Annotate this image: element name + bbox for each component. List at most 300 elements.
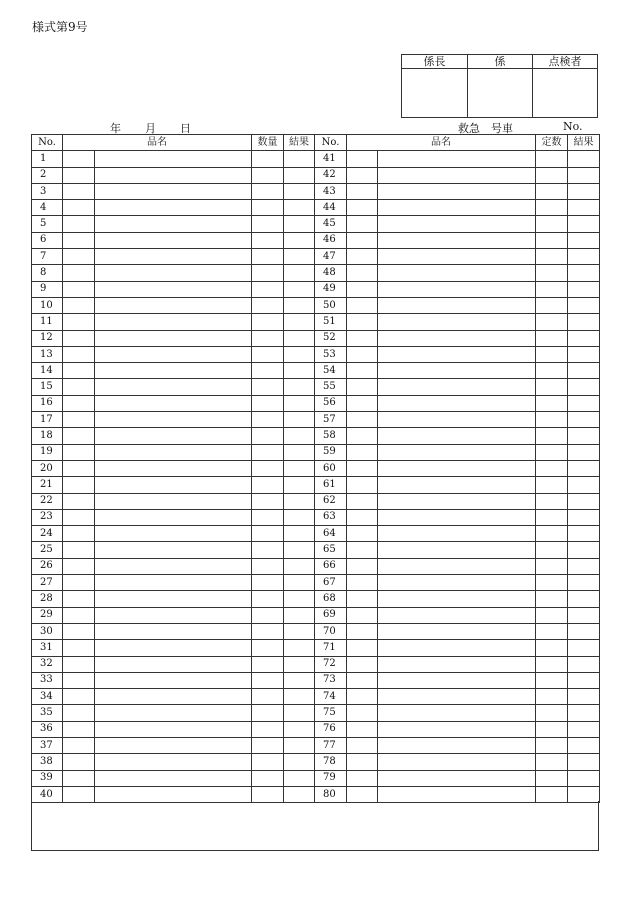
left-code-cell[interactable]	[63, 705, 95, 721]
right-code-cell[interactable]	[347, 444, 378, 460]
right-code-cell[interactable]	[347, 672, 378, 688]
right-code-cell[interactable]	[347, 412, 378, 428]
left-code-cell[interactable]	[63, 297, 95, 313]
left-code-cell[interactable]	[63, 183, 95, 199]
left-item-name-cell[interactable]	[95, 395, 252, 411]
right-code-cell[interactable]	[347, 754, 378, 770]
left-item-name-cell[interactable]	[95, 346, 252, 362]
right-qty-cell[interactable]	[536, 151, 568, 167]
left-result-cell[interactable]	[284, 721, 315, 737]
left-code-cell[interactable]	[63, 363, 95, 379]
right-qty-cell[interactable]	[536, 183, 568, 199]
right-result-cell[interactable]	[568, 216, 600, 232]
right-result-cell[interactable]	[568, 607, 600, 623]
left-code-cell[interactable]	[63, 770, 95, 786]
right-item-name-cell[interactable]	[378, 281, 536, 297]
right-qty-cell[interactable]	[536, 314, 568, 330]
right-item-name-cell[interactable]	[378, 265, 536, 281]
right-code-cell[interactable]	[347, 623, 378, 639]
right-code-cell[interactable]	[347, 379, 378, 395]
left-qty-cell[interactable]	[252, 281, 284, 297]
left-qty-cell[interactable]	[252, 297, 284, 313]
right-code-cell[interactable]	[347, 607, 378, 623]
left-result-cell[interactable]	[284, 232, 315, 248]
right-code-cell[interactable]	[347, 151, 378, 167]
right-qty-cell[interactable]	[536, 167, 568, 183]
right-code-cell[interactable]	[347, 232, 378, 248]
left-qty-cell[interactable]	[252, 754, 284, 770]
right-qty-cell[interactable]	[536, 575, 568, 591]
left-qty-cell[interactable]	[252, 216, 284, 232]
right-code-cell[interactable]	[347, 200, 378, 216]
left-item-name-cell[interactable]	[95, 558, 252, 574]
left-qty-cell[interactable]	[252, 249, 284, 265]
right-result-cell[interactable]	[568, 591, 600, 607]
left-result-cell[interactable]	[284, 558, 315, 574]
right-result-cell[interactable]	[568, 200, 600, 216]
left-qty-cell[interactable]	[252, 656, 284, 672]
left-code-cell[interactable]	[63, 314, 95, 330]
left-qty-cell[interactable]	[252, 265, 284, 281]
right-item-name-cell[interactable]	[378, 444, 536, 460]
right-result-cell[interactable]	[568, 558, 600, 574]
left-item-name-cell[interactable]	[95, 444, 252, 460]
right-result-cell[interactable]	[568, 770, 600, 786]
left-result-cell[interactable]	[284, 705, 315, 721]
right-item-name-cell[interactable]	[378, 460, 536, 476]
left-code-cell[interactable]	[63, 493, 95, 509]
right-qty-cell[interactable]	[536, 281, 568, 297]
right-result-cell[interactable]	[568, 167, 600, 183]
right-qty-cell[interactable]	[536, 216, 568, 232]
right-result-cell[interactable]	[568, 363, 600, 379]
left-code-cell[interactable]	[63, 444, 95, 460]
left-code-cell[interactable]	[63, 754, 95, 770]
stamp-cell-chief[interactable]	[402, 69, 467, 117]
right-qty-cell[interactable]	[536, 330, 568, 346]
right-item-name-cell[interactable]	[378, 249, 536, 265]
left-qty-cell[interactable]	[252, 672, 284, 688]
right-qty-cell[interactable]	[536, 754, 568, 770]
left-item-name-cell[interactable]	[95, 249, 252, 265]
left-item-name-cell[interactable]	[95, 672, 252, 688]
right-item-name-cell[interactable]	[378, 167, 536, 183]
left-item-name-cell[interactable]	[95, 232, 252, 248]
right-code-cell[interactable]	[347, 558, 378, 574]
right-result-cell[interactable]	[568, 721, 600, 737]
right-item-name-cell[interactable]	[378, 737, 536, 753]
left-code-cell[interactable]	[63, 346, 95, 362]
right-code-cell[interactable]	[347, 477, 378, 493]
left-item-name-cell[interactable]	[95, 575, 252, 591]
left-result-cell[interactable]	[284, 183, 315, 199]
left-result-cell[interactable]	[284, 428, 315, 444]
right-qty-cell[interactable]	[536, 493, 568, 509]
right-item-name-cell[interactable]	[378, 151, 536, 167]
left-qty-cell[interactable]	[252, 705, 284, 721]
right-qty-cell[interactable]	[536, 249, 568, 265]
right-qty-cell[interactable]	[536, 705, 568, 721]
right-result-cell[interactable]	[568, 265, 600, 281]
right-result-cell[interactable]	[568, 640, 600, 656]
left-result-cell[interactable]	[284, 412, 315, 428]
left-item-name-cell[interactable]	[95, 265, 252, 281]
left-qty-cell[interactable]	[252, 623, 284, 639]
right-qty-cell[interactable]	[536, 346, 568, 362]
right-code-cell[interactable]	[347, 428, 378, 444]
left-item-name-cell[interactable]	[95, 754, 252, 770]
left-item-name-cell[interactable]	[95, 216, 252, 232]
left-code-cell[interactable]	[63, 656, 95, 672]
right-code-cell[interactable]	[347, 346, 378, 362]
left-code-cell[interactable]	[63, 151, 95, 167]
right-code-cell[interactable]	[347, 395, 378, 411]
left-item-name-cell[interactable]	[95, 656, 252, 672]
right-result-cell[interactable]	[568, 575, 600, 591]
left-item-name-cell[interactable]	[95, 330, 252, 346]
right-qty-cell[interactable]	[536, 395, 568, 411]
right-item-name-cell[interactable]	[378, 346, 536, 362]
left-qty-cell[interactable]	[252, 379, 284, 395]
right-item-name-cell[interactable]	[378, 689, 536, 705]
right-code-cell[interactable]	[347, 265, 378, 281]
left-code-cell[interactable]	[63, 689, 95, 705]
left-qty-cell[interactable]	[252, 721, 284, 737]
right-result-cell[interactable]	[568, 689, 600, 705]
right-item-name-cell[interactable]	[378, 754, 536, 770]
left-code-cell[interactable]	[63, 607, 95, 623]
right-item-name-cell[interactable]	[378, 721, 536, 737]
right-qty-cell[interactable]	[536, 558, 568, 574]
right-code-cell[interactable]	[347, 705, 378, 721]
left-result-cell[interactable]	[284, 151, 315, 167]
left-item-name-cell[interactable]	[95, 151, 252, 167]
right-result-cell[interactable]	[568, 460, 600, 476]
left-code-cell[interactable]	[63, 428, 95, 444]
left-code-cell[interactable]	[63, 526, 95, 542]
right-code-cell[interactable]	[347, 640, 378, 656]
left-code-cell[interactable]	[63, 640, 95, 656]
right-result-cell[interactable]	[568, 297, 600, 313]
right-code-cell[interactable]	[347, 493, 378, 509]
right-qty-cell[interactable]	[536, 640, 568, 656]
left-item-name-cell[interactable]	[95, 363, 252, 379]
right-qty-cell[interactable]	[536, 721, 568, 737]
right-qty-cell[interactable]	[536, 770, 568, 786]
right-item-name-cell[interactable]	[378, 232, 536, 248]
left-result-cell[interactable]	[284, 330, 315, 346]
left-result-cell[interactable]	[284, 575, 315, 591]
right-result-cell[interactable]	[568, 330, 600, 346]
right-code-cell[interactable]	[347, 249, 378, 265]
left-item-name-cell[interactable]	[95, 689, 252, 705]
right-result-cell[interactable]	[568, 346, 600, 362]
left-code-cell[interactable]	[63, 412, 95, 428]
right-item-name-cell[interactable]	[378, 428, 536, 444]
left-code-cell[interactable]	[63, 542, 95, 558]
left-qty-cell[interactable]	[252, 737, 284, 753]
right-item-name-cell[interactable]	[378, 607, 536, 623]
right-qty-cell[interactable]	[536, 379, 568, 395]
left-qty-cell[interactable]	[252, 509, 284, 525]
left-result-cell[interactable]	[284, 509, 315, 525]
right-item-name-cell[interactable]	[378, 623, 536, 639]
left-code-cell[interactable]	[63, 672, 95, 688]
left-item-name-cell[interactable]	[95, 770, 252, 786]
left-qty-cell[interactable]	[252, 542, 284, 558]
left-qty-cell[interactable]	[252, 330, 284, 346]
left-code-cell[interactable]	[63, 460, 95, 476]
left-qty-cell[interactable]	[252, 460, 284, 476]
left-code-cell[interactable]	[63, 232, 95, 248]
right-item-name-cell[interactable]	[378, 330, 536, 346]
left-code-cell[interactable]	[63, 379, 95, 395]
right-qty-cell[interactable]	[536, 297, 568, 313]
left-result-cell[interactable]	[284, 737, 315, 753]
left-qty-cell[interactable]	[252, 575, 284, 591]
right-result-cell[interactable]	[568, 281, 600, 297]
left-qty-cell[interactable]	[252, 167, 284, 183]
right-item-name-cell[interactable]	[378, 558, 536, 574]
right-code-cell[interactable]	[347, 542, 378, 558]
left-result-cell[interactable]	[284, 216, 315, 232]
right-result-cell[interactable]	[568, 754, 600, 770]
left-qty-cell[interactable]	[252, 770, 284, 786]
left-code-cell[interactable]	[63, 623, 95, 639]
left-code-cell[interactable]	[63, 167, 95, 183]
right-result-cell[interactable]	[568, 493, 600, 509]
left-qty-cell[interactable]	[252, 689, 284, 705]
right-item-name-cell[interactable]	[378, 363, 536, 379]
left-qty-cell[interactable]	[252, 183, 284, 199]
left-item-name-cell[interactable]	[95, 167, 252, 183]
right-code-cell[interactable]	[347, 509, 378, 525]
left-result-cell[interactable]	[284, 314, 315, 330]
left-qty-cell[interactable]	[252, 526, 284, 542]
left-code-cell[interactable]	[63, 509, 95, 525]
left-result-cell[interactable]	[284, 200, 315, 216]
right-result-cell[interactable]	[568, 428, 600, 444]
left-result-cell[interactable]	[284, 167, 315, 183]
left-result-cell[interactable]	[284, 297, 315, 313]
stamp-cell-inspector[interactable]	[532, 69, 597, 117]
right-code-cell[interactable]	[347, 216, 378, 232]
left-code-cell[interactable]	[63, 395, 95, 411]
left-code-cell[interactable]	[63, 737, 95, 753]
right-code-cell[interactable]	[347, 167, 378, 183]
left-item-name-cell[interactable]	[95, 542, 252, 558]
right-result-cell[interactable]	[568, 379, 600, 395]
left-item-name-cell[interactable]	[95, 526, 252, 542]
left-item-name-cell[interactable]	[95, 200, 252, 216]
left-qty-cell[interactable]	[252, 200, 284, 216]
right-code-cell[interactable]	[347, 330, 378, 346]
right-item-name-cell[interactable]	[378, 200, 536, 216]
left-code-cell[interactable]	[63, 558, 95, 574]
left-item-name-cell[interactable]	[95, 379, 252, 395]
left-item-name-cell[interactable]	[95, 640, 252, 656]
right-result-cell[interactable]	[568, 672, 600, 688]
left-result-cell[interactable]	[284, 672, 315, 688]
right-code-cell[interactable]	[347, 770, 378, 786]
right-item-name-cell[interactable]	[378, 297, 536, 313]
left-qty-cell[interactable]	[252, 640, 284, 656]
right-item-name-cell[interactable]	[378, 216, 536, 232]
right-result-cell[interactable]	[568, 509, 600, 525]
left-item-name-cell[interactable]	[95, 623, 252, 639]
left-result-cell[interactable]	[284, 444, 315, 460]
left-code-cell[interactable]	[63, 721, 95, 737]
right-code-cell[interactable]	[347, 460, 378, 476]
left-result-cell[interactable]	[284, 542, 315, 558]
left-qty-cell[interactable]	[252, 558, 284, 574]
left-result-cell[interactable]	[284, 395, 315, 411]
right-result-cell[interactable]	[568, 444, 600, 460]
left-result-cell[interactable]	[284, 770, 315, 786]
left-item-name-cell[interactable]	[95, 509, 252, 525]
right-code-cell[interactable]	[347, 314, 378, 330]
right-result-cell[interactable]	[568, 412, 600, 428]
left-result-cell[interactable]	[284, 477, 315, 493]
right-qty-cell[interactable]	[536, 689, 568, 705]
right-item-name-cell[interactable]	[378, 591, 536, 607]
right-code-cell[interactable]	[347, 297, 378, 313]
left-item-name-cell[interactable]	[95, 281, 252, 297]
left-code-cell[interactable]	[63, 265, 95, 281]
right-result-cell[interactable]	[568, 232, 600, 248]
left-result-cell[interactable]	[284, 689, 315, 705]
right-qty-cell[interactable]	[536, 477, 568, 493]
right-qty-cell[interactable]	[536, 672, 568, 688]
right-result-cell[interactable]	[568, 526, 600, 542]
left-result-cell[interactable]	[284, 363, 315, 379]
right-result-cell[interactable]	[568, 737, 600, 753]
left-code-cell[interactable]	[63, 200, 95, 216]
left-item-name-cell[interactable]	[95, 493, 252, 509]
left-result-cell[interactable]	[284, 591, 315, 607]
left-result-cell[interactable]	[284, 460, 315, 476]
left-result-cell[interactable]	[284, 656, 315, 672]
left-item-name-cell[interactable]	[95, 183, 252, 199]
left-result-cell[interactable]	[284, 623, 315, 639]
left-qty-cell[interactable]	[252, 412, 284, 428]
right-qty-cell[interactable]	[536, 607, 568, 623]
right-qty-cell[interactable]	[536, 412, 568, 428]
right-item-name-cell[interactable]	[378, 509, 536, 525]
right-item-name-cell[interactable]	[378, 395, 536, 411]
right-result-cell[interactable]	[568, 542, 600, 558]
left-result-cell[interactable]	[284, 265, 315, 281]
remarks-box[interactable]	[31, 801, 599, 851]
left-item-name-cell[interactable]	[95, 607, 252, 623]
right-result-cell[interactable]	[568, 249, 600, 265]
left-qty-cell[interactable]	[252, 477, 284, 493]
right-item-name-cell[interactable]	[378, 542, 536, 558]
right-item-name-cell[interactable]	[378, 183, 536, 199]
right-code-cell[interactable]	[347, 575, 378, 591]
right-code-cell[interactable]	[347, 689, 378, 705]
left-code-cell[interactable]	[63, 477, 95, 493]
left-qty-cell[interactable]	[252, 363, 284, 379]
right-code-cell[interactable]	[347, 526, 378, 542]
left-code-cell[interactable]	[63, 216, 95, 232]
left-item-name-cell[interactable]	[95, 721, 252, 737]
left-qty-cell[interactable]	[252, 444, 284, 460]
right-qty-cell[interactable]	[536, 265, 568, 281]
right-qty-cell[interactable]	[536, 656, 568, 672]
right-result-cell[interactable]	[568, 477, 600, 493]
left-qty-cell[interactable]	[252, 314, 284, 330]
left-qty-cell[interactable]	[252, 607, 284, 623]
left-item-name-cell[interactable]	[95, 477, 252, 493]
left-result-cell[interactable]	[284, 281, 315, 297]
right-item-name-cell[interactable]	[378, 770, 536, 786]
left-item-name-cell[interactable]	[95, 460, 252, 476]
right-code-cell[interactable]	[347, 183, 378, 199]
left-code-cell[interactable]	[63, 591, 95, 607]
left-code-cell[interactable]	[63, 575, 95, 591]
left-qty-cell[interactable]	[252, 395, 284, 411]
right-code-cell[interactable]	[347, 737, 378, 753]
right-item-name-cell[interactable]	[378, 477, 536, 493]
right-result-cell[interactable]	[568, 705, 600, 721]
right-result-cell[interactable]	[568, 395, 600, 411]
left-result-cell[interactable]	[284, 379, 315, 395]
right-item-name-cell[interactable]	[378, 640, 536, 656]
right-qty-cell[interactable]	[536, 526, 568, 542]
left-item-name-cell[interactable]	[95, 591, 252, 607]
right-result-cell[interactable]	[568, 151, 600, 167]
left-item-name-cell[interactable]	[95, 412, 252, 428]
left-result-cell[interactable]	[284, 640, 315, 656]
right-qty-cell[interactable]	[536, 460, 568, 476]
right-item-name-cell[interactable]	[378, 672, 536, 688]
left-item-name-cell[interactable]	[95, 297, 252, 313]
left-qty-cell[interactable]	[252, 591, 284, 607]
right-qty-cell[interactable]	[536, 444, 568, 460]
right-item-name-cell[interactable]	[378, 705, 536, 721]
stamp-cell-staff[interactable]	[467, 69, 532, 117]
right-qty-cell[interactable]	[536, 737, 568, 753]
right-code-cell[interactable]	[347, 363, 378, 379]
left-qty-cell[interactable]	[252, 232, 284, 248]
right-qty-cell[interactable]	[536, 200, 568, 216]
right-result-cell[interactable]	[568, 656, 600, 672]
right-qty-cell[interactable]	[536, 509, 568, 525]
right-code-cell[interactable]	[347, 591, 378, 607]
right-code-cell[interactable]	[347, 721, 378, 737]
right-item-name-cell[interactable]	[378, 575, 536, 591]
right-code-cell[interactable]	[347, 656, 378, 672]
right-qty-cell[interactable]	[536, 623, 568, 639]
right-qty-cell[interactable]	[536, 363, 568, 379]
left-item-name-cell[interactable]	[95, 705, 252, 721]
right-item-name-cell[interactable]	[378, 379, 536, 395]
right-item-name-cell[interactable]	[378, 412, 536, 428]
left-code-cell[interactable]	[63, 281, 95, 297]
right-item-name-cell[interactable]	[378, 493, 536, 509]
left-result-cell[interactable]	[284, 249, 315, 265]
left-item-name-cell[interactable]	[95, 428, 252, 444]
left-code-cell[interactable]	[63, 330, 95, 346]
right-item-name-cell[interactable]	[378, 526, 536, 542]
left-code-cell[interactable]	[63, 249, 95, 265]
right-item-name-cell[interactable]	[378, 656, 536, 672]
left-result-cell[interactable]	[284, 526, 315, 542]
left-item-name-cell[interactable]	[95, 314, 252, 330]
left-qty-cell[interactable]	[252, 428, 284, 444]
right-result-cell[interactable]	[568, 183, 600, 199]
